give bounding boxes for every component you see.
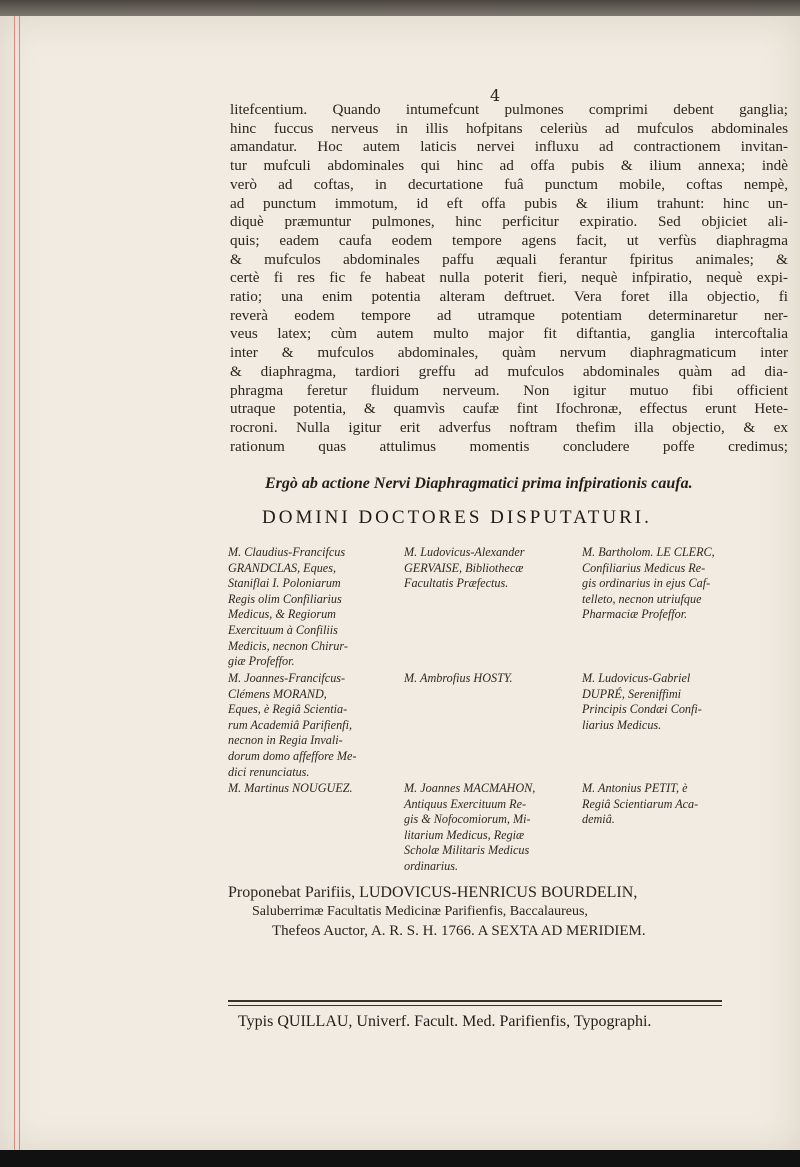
doctor-entry-line: M. Joannes MACMAHON, (404, 781, 536, 795)
doctor-entry-line: Principis Condæi Confi- (582, 702, 702, 717)
body-line: inter & mufculos abdominales, quàm nervum diaphragmaticum inter (230, 344, 788, 362)
doctor-entry-line: litarium Medicus, Regiæ (404, 827, 525, 842)
body-line: verò ad coftas, in decurtatione fuâ punctum mobile, coftas nempè, (230, 175, 788, 193)
doctor-entry-line: Exercituum à Confiliis (228, 622, 338, 637)
body-line: certè fi res fic fe habeat nulla poterit fieri, nequè infpiratio, nequè expi- (230, 269, 788, 287)
doctor-entry-line: M. Ludovicus-Gabriel (582, 671, 691, 685)
body-line: litefcentium. Quando intumefcunt pulmones comprimi debent ganglia; (230, 101, 788, 118)
doctor-entry-line: M. Ludovicus-Alexander (404, 545, 525, 559)
doctor-entry-line: demiâ. (582, 812, 615, 827)
imprint-line: Saluberrimæ Facultatis Medicinæ Parifienfis, Baccalaureus, (252, 904, 588, 919)
doctor-entry (228, 781, 353, 797)
doctor-entry-line: Medicis, necnon Chirur- (228, 638, 348, 653)
doctor-entry-line: Staniflai I. Poloniarum (228, 576, 341, 591)
doctor-entry-line: M. Claudius-Francifcus (228, 545, 346, 559)
doctor-entry-line: Regis olim Confiliarius (228, 591, 342, 606)
doctor-entry-line: GERVAISE, Bibliothecæ (404, 560, 524, 575)
body-line: phragma feretur fluidum nerveum. Non igitur mutuo fibi officient (230, 381, 788, 399)
section-heading: DOMINI DOCTORES DISPUTATURI. (262, 507, 652, 528)
doctor-entry-line: gis ordinarius in ejus Caf- (582, 576, 711, 591)
imprint-line: Proponebat Parifiis, LUDOVICUS-HENRICUS BOURDELIN, (228, 884, 638, 901)
doctor-entry-line: ordinarius. (404, 858, 459, 873)
body-line: & mufculos abdominales paffu æquali ferantur fpiritus animales; & (230, 250, 788, 268)
body-line: quis; eadem caufa eodem tempore agens facit, ut verfùs diaphragma (230, 231, 788, 249)
doctor-entry-line: Pharmaciæ Profeffor. (582, 607, 688, 622)
doctor-entry-line: GRANDCLAS, Eques, (228, 560, 336, 575)
doctor-entry-line: Medicus, & Regiorum (228, 607, 336, 622)
doctor-entry-line: Antiquus Exercituum Re- (404, 796, 527, 811)
imprint-line: Thefeos Auctor, A. R. S. H. 1766. A SEXTA AD MERIDIEM. (272, 923, 646, 939)
conclusion-line: Ergò ab actione Nervi Diaphragmatici prima infpirationis caufa. (265, 475, 693, 492)
body-line: diquè præmuntur pulmones, hinc perficitur expiratio. Sed objiciet ali- (230, 213, 788, 231)
doctor-entry-line: M. Joannes-Francifcus- (228, 671, 346, 685)
doctor-entry-line: dici renunciatus. (228, 764, 310, 779)
doctor-entry (228, 671, 357, 780)
body-line: & diaphragma, tardiori greffu ad mufculos abdominales quàm ad dia- (230, 362, 788, 380)
doctor-entry-line: Regiâ Scientiarum Aca- (582, 796, 699, 811)
body-line: rationum quas attulimus momentis concludere poffe credimus; (230, 437, 788, 455)
body-line: reverà eodem tempore ad utramque potentiam determinaretur ner- (230, 306, 788, 324)
doctor-entry (404, 671, 513, 687)
doctor-entry-line: M. Bartholom. LE CLERC, (582, 545, 715, 559)
doctor-entry-line: DUPRÉ, Sereniffimi (582, 686, 682, 701)
doctor-entry (582, 781, 698, 828)
doctor-entry-line: Eques, è Regiâ Scientia- (228, 702, 348, 717)
divider-rule (228, 1000, 722, 1006)
doctor-entry-line: liarius Medicus. (582, 717, 662, 732)
margin-rule (14, 16, 15, 1154)
doctor-entry (404, 781, 535, 875)
page-number: 4 (490, 86, 501, 105)
doctor-entry-line: gis & Nofocomiorum, Mi- (404, 812, 531, 827)
body-line: utraque potentia, & quamvìs caufæ fint Ifochronæ, effectus erunt Hete- (230, 400, 788, 418)
doctor-entry (404, 545, 525, 592)
doctor-entry-line: dorum domo affeffore Me- (228, 748, 357, 763)
margin-rule (19, 16, 20, 1154)
body-line: veus latex; cùm autem multo major fit diftantia, ganglia intercoftalia (230, 325, 788, 343)
doctor-entry-line: necnon in Regia Invali- (228, 733, 343, 748)
body-line: ratio; una enim potentia alteram deftruet. Vera foret illa objectio, fi (230, 288, 788, 306)
doctor-entry-line: Scholæ Militaris Medicus (404, 843, 530, 858)
body-line: amandatur. Hoc autem laticis nervei influxu ad contractionem invitan- (230, 138, 788, 156)
body-paragraph (230, 101, 788, 456)
body-line: rocroni. Nulla igitur erit adverfus noftram thefim illa objectio, & ex (230, 418, 788, 436)
doctor-entry (582, 671, 702, 733)
body-line: ad punctum immotum, id eft offa pubis & ilium trahunt: hinc un- (230, 194, 788, 212)
scan-bottom-edge (0, 1150, 800, 1167)
doctor-entry-line: rum Academiâ Parifienfi, (228, 717, 353, 732)
body-line: tur mufculi abdominales qui hinc ad offa pubis & ilium annexa; indè (230, 157, 788, 175)
printer-line: Typis QUILLAU, Univerf. Facult. Med. Parifienfis, Typographi. (238, 1013, 652, 1030)
doctor-entry-line: Clémens MORAND, (228, 686, 327, 701)
doctor-entry-line: M. Ambrofius HOSTY. (404, 671, 513, 685)
doctor-entry-line: M. Antonius PETIT, è (582, 781, 688, 795)
doctor-entry-line: M. Martinus NOUGUEZ. (228, 781, 353, 795)
doctor-entry-line: Facultatis Præfectus. (404, 576, 509, 591)
doctor-entry (228, 545, 348, 670)
doctor-entry-line: Confiliarius Medicus Re- (582, 560, 706, 575)
doctor-entry-line: giæ Profeffor. (228, 654, 295, 669)
doctor-entry-line: telleto, necnon utriufque (582, 591, 702, 606)
doctor-entry (582, 545, 715, 623)
imprint (228, 884, 788, 940)
body-line: hinc fuccus nerveus in illis hofpitans celeriùs ad mufculos abdominales (230, 119, 788, 137)
